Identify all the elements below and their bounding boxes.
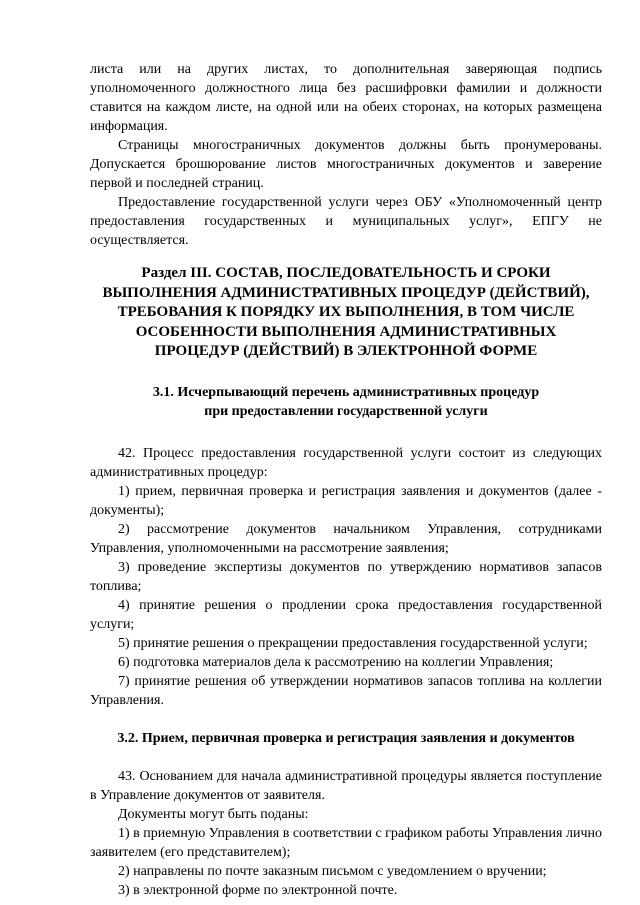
list-item: 6) подготовка материалов дела к рассмотрению на коллегии Управления; (118, 654, 554, 670)
list-item: 1) прием, первичная проверка и регистрация заявления и документов (далее - документы); (90, 483, 602, 518)
paragraph: листа или на других листах, то дополнительная заверяющая подпись уполномоченного должностного лица без расшифровки фамилии и должности ставится на каждом листе, на одной или на обеих сторонах, на которых размещена информация. (90, 62, 602, 134)
section-heading-line: ОСОБЕННОСТИ ВЫПОЛНЕНИЯ АДМИНИСТРАТИВНЫХ (135, 323, 557, 340)
subsection-heading (90, 383, 602, 421)
subsection-heading-line: при предоставлении государственной услуги (204, 403, 488, 419)
paragraph: 43. Основанием для начала административной процедуры является поступление в Управление документов от заявителя. (90, 768, 602, 803)
paragraph: Страницы многостраничных документов должны быть пронумерованы. Допускается брошюрование листов многостраничных документов и заверение первой и последней страниц. (90, 138, 602, 191)
list-item: 2) направлены по почте заказным письмом с уведомлением о вручении; (118, 863, 547, 879)
section-heading-line: Раздел III. СОСТАВ, ПОСЛЕДОВАТЕЛЬНОСТЬ И СРОКИ (141, 265, 551, 281)
list-item: 5) принятие решения о прекращении предоставления государственной услуги; (118, 635, 588, 651)
list-item: 7) принятие решения об утверждении нормативов запасов топлива на коллегии Управления. (90, 673, 602, 708)
list-item: 1) в приемную Управления в соответствии с графиком работы Управления лично заявителем (его представителем); (90, 825, 602, 860)
list-item: 3) в электронной форме по электронной почте. (118, 882, 398, 898)
subsection-heading-line: 3.1. Исчерпывающий перечень административных процедур (152, 384, 540, 400)
list-item: 4) принятие решения о продлении срока предоставления государственной услуги; (90, 597, 602, 632)
paragraph: Документы могут быть поданы: (118, 806, 309, 822)
paragraph: Предоставление государственной услуги через ОБУ «Уполномоченный центр предоставления государственных и муниципальных услуг», ЕПГУ не осуществляется. (90, 195, 602, 248)
list-item: 2) рассмотрение документов начальником Управления, сотрудниками Управления, уполномоченными на рассмотрение заявления; (90, 521, 602, 556)
section-heading (90, 264, 602, 362)
section-heading-line: ТРЕБОВАНИЯ К ПОРЯДКУ ИХ ВЫПОЛНЕНИЯ, В ТОМ ЧИСЛЕ (117, 304, 575, 320)
document-page (90, 60, 602, 900)
section-heading-line: ПРОЦЕДУР (ДЕЙСТВИЙ) В ЭЛЕКТРОННОЙ ФОРМЕ (154, 343, 538, 359)
paragraph: 42. Процесс предоставления государственной услуги состоит из следующих административных процедур: (90, 445, 602, 480)
subsection-heading: 3.2. Прием, первичная проверка и регистрация заявления и документов (117, 730, 575, 746)
section-heading-line: ВЫПОЛНЕНИЯ АДМИНИСТРАТИВНЫХ ПРОЦЕДУР (ДЕЙСТВИЙ), (102, 284, 590, 301)
list-item: 3) проведение экспертизы документов по утверждению нормативов запасов топлива; (90, 559, 602, 594)
